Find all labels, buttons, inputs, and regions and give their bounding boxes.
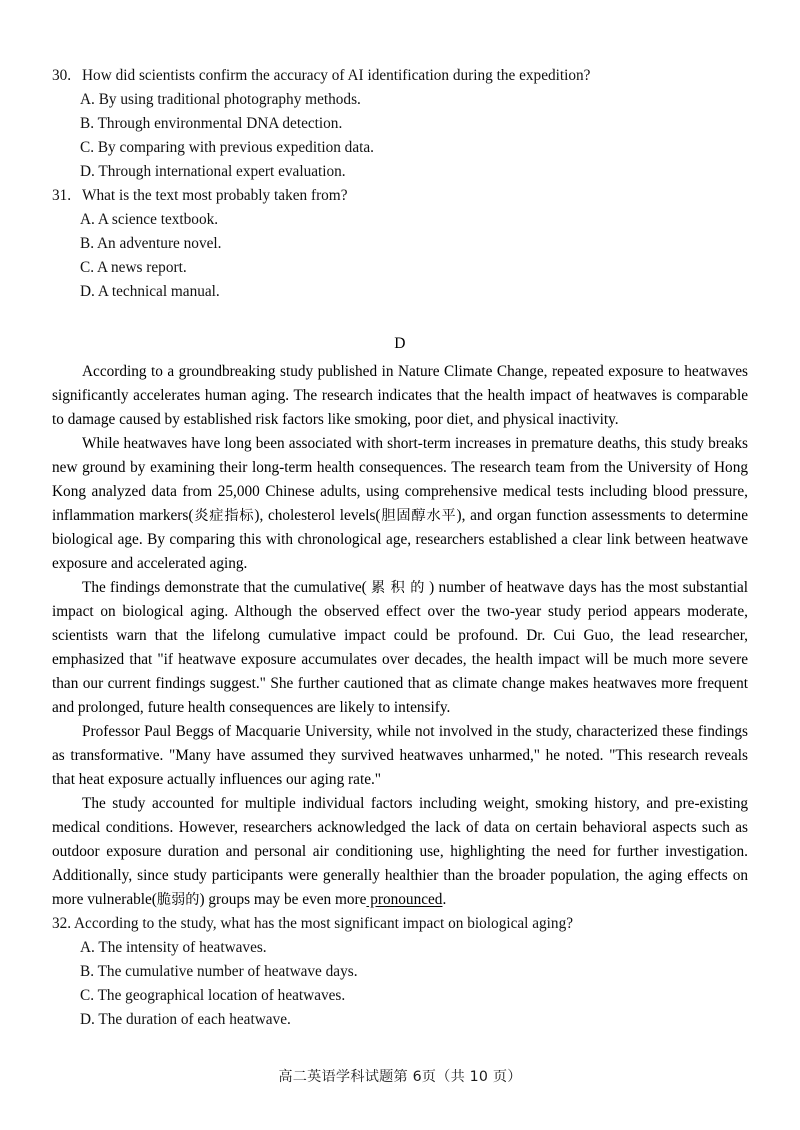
question-30 [52,64,748,184]
question-30-options [52,88,748,184]
passage-section-label: D [394,335,406,352]
question-32-option-d[interactable]: D. The duration of each heatwave. [80,1011,291,1028]
question-32-option-b[interactable]: B. The cumulative number of heatwave days. [80,963,358,980]
passage-p5-gloss-vulnerable: 脆弱的 [156,892,200,908]
question-30-option-c[interactable]: C. By comparing with previous expedition data. [80,139,374,156]
question-30-number: 30. [52,67,72,84]
passage-p5-part-a: The study accounted for multiple individual factors including weight, smoking history, and pre-existing medical conditions. However, researchers acknowledged the lack of data on certain behavioral aspects such as outdoor exposure duration and personal air conditioning use, highlighting the need for further investigation. Additionally, since study participants were generally healthier than the broader population, the aging effects on more vulnerable( [52,795,748,908]
passage-p2-gloss-inflammation: 炎症指标 [193,508,255,524]
passage-p3-part-a: The findings demonstrate that the cumulative( [82,579,372,596]
question-32-stem: According to the study, what has the most significant impact on biological aging? [74,915,574,932]
question-30-option-d[interactable]: D. Through international expert evaluation. [80,163,346,180]
passage-p2-part-b: ), cholesterol levels( [254,507,381,524]
passage-paragraph-5 [52,792,748,912]
question-32-option-c[interactable]: C. The geographical location of heatwaves. [80,987,346,1004]
question-32-options [52,936,748,1032]
question-31-option-a[interactable]: A. A science textbook. [80,211,219,228]
page-footer: 高二英语学科试题第 6页（共 10 页） [278,1069,522,1085]
question-32 [52,912,748,1032]
passage-p2-part-a: While heatwaves have long been associated with short-term increases in premature deaths, this study breaks new ground by examining their long-term health consequences. The research team from the University of Hong Kong analyzed data from 25,000 Chinese adults, using comprehensive medical tests including blood pressure, inflammation markers( [52,435,748,524]
passage-paragraph-1: According to a groundbreaking study published in Nature Climate Change, repeated exposure to heatwaves significantly accelerates human aging. The research indicates that the health impact of heatwaves is comparable to damage caused by established risk factors like smoking, poor diet, and physical inactivity. [52,363,748,428]
question-31-option-b[interactable]: B. An adventure novel. [80,235,222,252]
question-31-stem: What is the text most probably taken from? [82,187,348,204]
passage-p3-part-b: ) number of heatwave days has the most substantial impact on biological aging. Although the observed effect over the two-year study period appears moderate, scientists warn that the lifelong cumulative impact could be profound. Dr. Cui Guo, the lead researcher, emphasized that "if heatwave exposure accumulates over decades, the health impact will be much more severe than our current findings suggest." She further cautioned that as climate change makes heatwaves more frequent and prolonged, future health consequences are likely to intensify. [52,579,748,716]
passage-paragraph-2 [52,432,748,576]
passage-p5-underlined-word: pronounced [366,891,443,908]
passage-paragraph-4: Professor Paul Beggs of Macquarie University, while not involved in the study, characterized these findings as transformative. "Many have assumed they survived heatwaves unharmed," he noted. "This research reveals that heat exposure actually influences our aging rate." [52,723,748,788]
question-31-options [52,208,748,304]
question-31-option-d[interactable]: D. A technical manual. [80,283,220,300]
question-30-option-b[interactable]: B. Through environmental DNA detection. [80,115,343,132]
question-30-stem-row [52,64,748,88]
question-30-stem: How did scientists confirm the accuracy of AI identification during the expedition? [82,67,591,84]
passage-paragraph-3 [52,576,748,720]
question-32-option-a[interactable]: A. The intensity of heatwaves. [80,939,267,956]
question-31-option-c[interactable]: C. A news report. [80,259,187,276]
passage-p3-gloss-cumulative: 累 积 的 [371,580,425,596]
page-content [52,64,748,1032]
question-31-number: 31. [52,187,72,204]
question-30-option-a[interactable]: A. By using traditional photography methods. [80,91,361,108]
question-32-number: 32. [52,915,72,932]
question-32-stem-row [52,912,748,936]
passage-p5-part-b: ) groups may be even more [199,891,367,908]
passage-p2-gloss-cholesterol: 胆固醇水平 [380,508,457,524]
passage-p2-part-c: ), and organ function assessments to determine biological age. By comparing this with chronological age, researchers established a clear link between heatwave exposure and accelerated aging. [52,507,748,572]
question-31 [52,184,748,304]
passage-p5-part-c: . [442,891,447,908]
question-31-stem-row [52,184,748,208]
